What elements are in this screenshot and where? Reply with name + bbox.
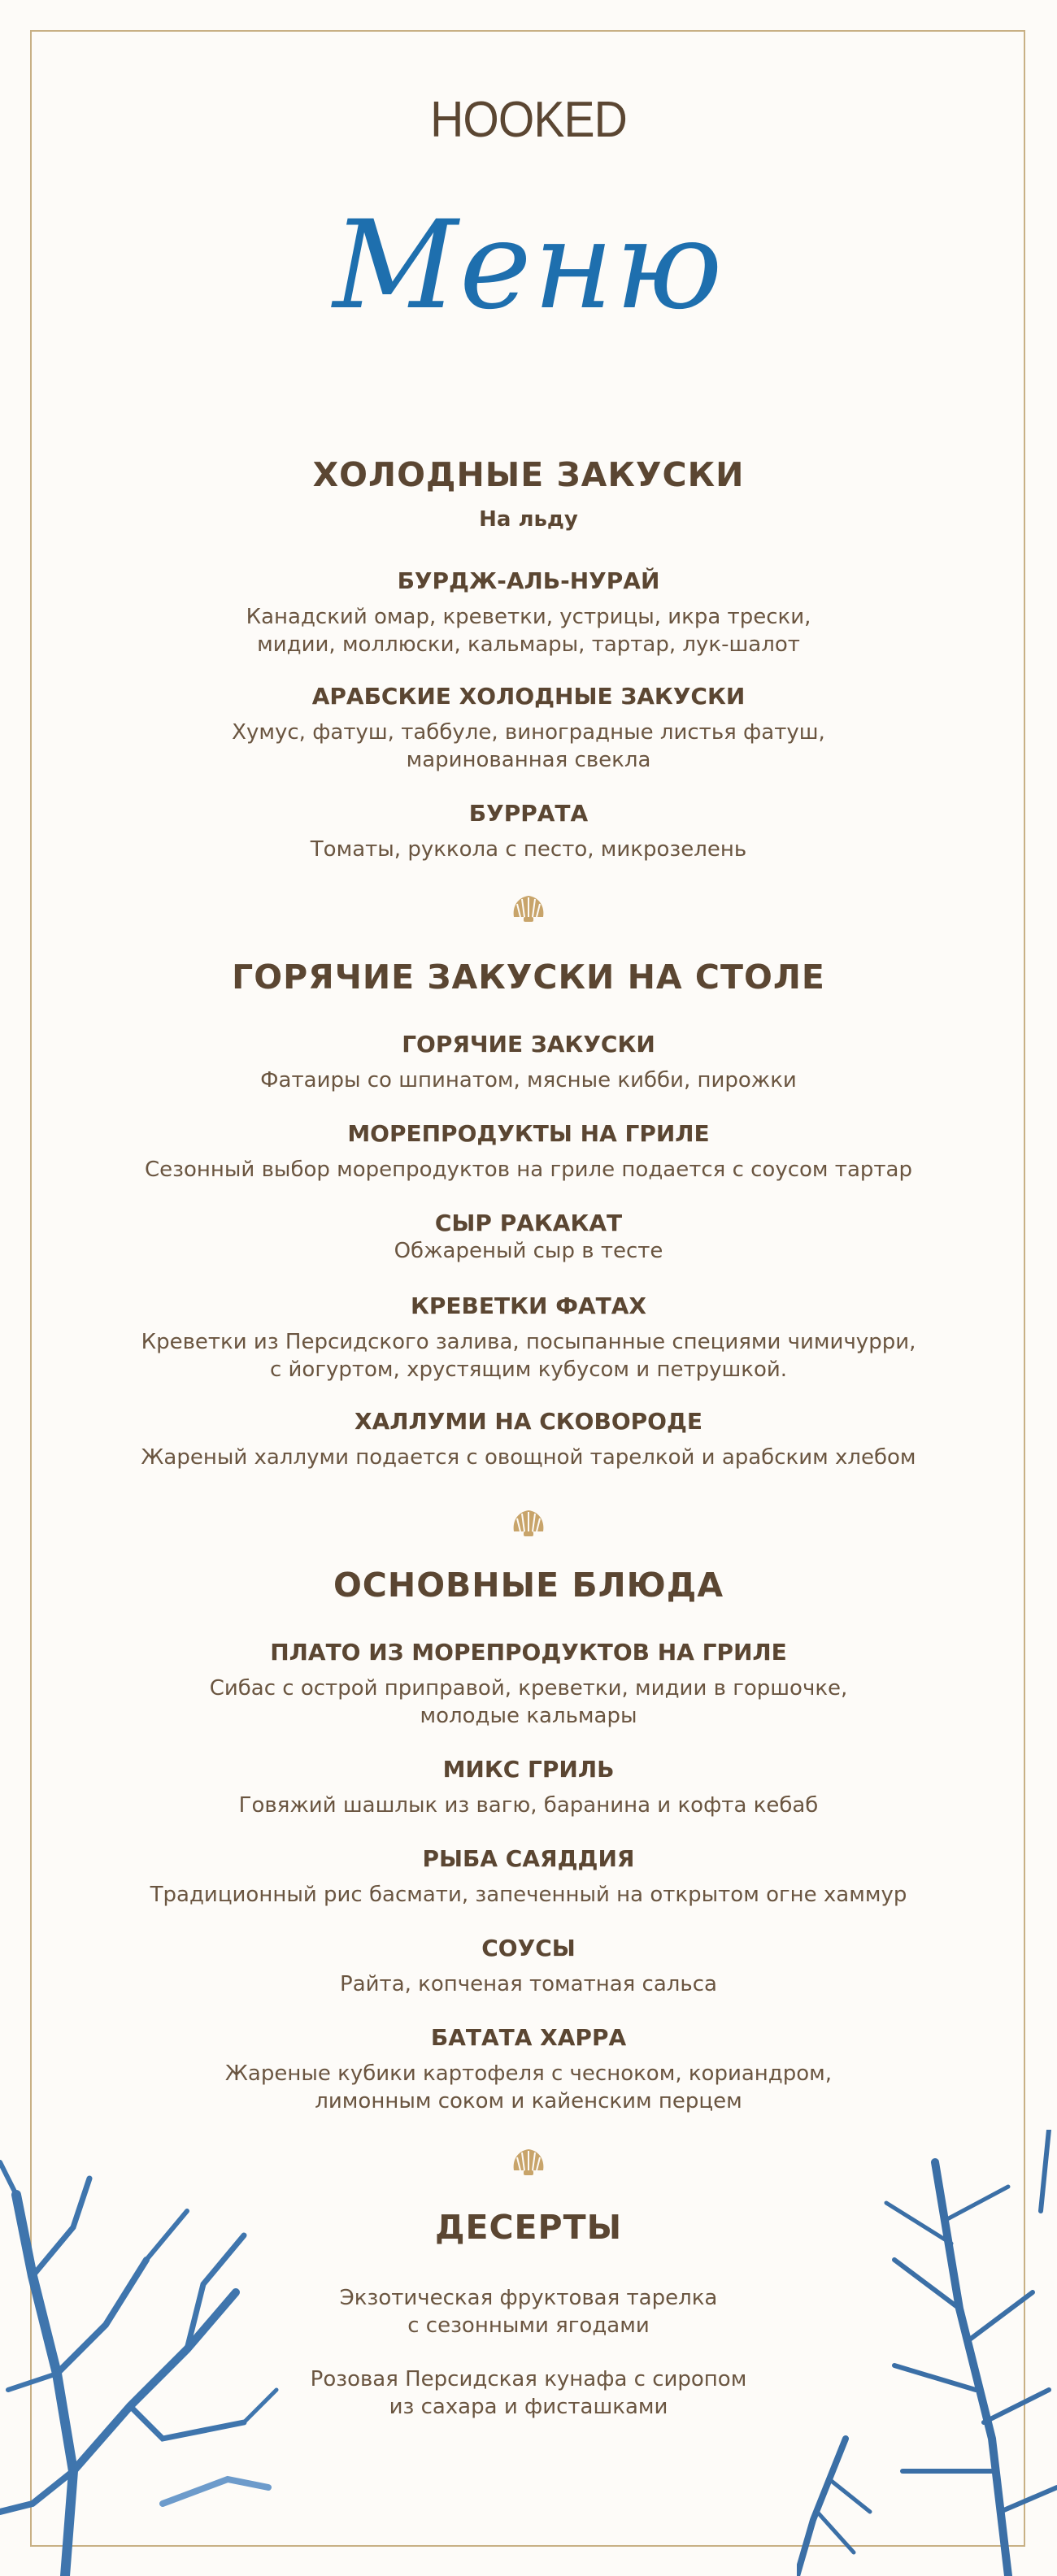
shell-icon — [509, 2146, 548, 2179]
menu-item-name: МОРЕПРОДУКТЫ НА ГРИЛЕ — [347, 1120, 710, 1147]
shell-icon — [509, 1507, 548, 1540]
menu-item-desc: Креветки из Персидского залива, посыпанные специями чимичурри, с йогуртом, хрустящим кубусом и петрушкой. — [141, 1330, 916, 1382]
section-title-hot: ГОРЯЧИЕ ЗАКУСКИ НА СТОЛЕ — [232, 958, 825, 997]
section-title-cold: ХОЛОДНЫЕ ЗАКУСКИ — [312, 455, 745, 494]
menu-item-name: КРЕВЕТКИ ФАТАХ — [411, 1292, 646, 1319]
menu-item-desc: Сезонный выбор морепродуктов на гриле подается с соусом тартар — [145, 1158, 912, 1182]
menu-item-desc: Говяжий шашлык из вагю, баранина и кофта кебаб — [238, 1793, 819, 1818]
menu-item-desc: Канадский омар, креветки, устрицы, икра трески, мидии, моллюски, кальмары, тартар, лук-шалот — [246, 605, 811, 657]
menu-item-name: РЫБА САЯДДИЯ — [422, 1845, 635, 1872]
menu-item-name: ХАЛЛУМИ НА СКОВОРОДЕ — [354, 1408, 703, 1435]
menu-item-name: БАТАТА ХАРРА — [430, 2024, 627, 2051]
menu-item-name: СЫР РАКАКАТ — [434, 1210, 623, 1236]
menu-item-desc: Жареный халлуми подается с овощной тарелкой и арабским хлебом — [141, 1445, 916, 1470]
shell-icon — [509, 893, 548, 925]
coral-decoration — [0, 2130, 293, 2576]
menu-item-desc: Обжареный сыр в тесте — [394, 1239, 663, 1263]
menu-item-desc: Хумус, фатуш, таббуле, виноградные листья фатуш, маринованная свекла — [232, 720, 825, 772]
menu-item-name: БУРРАТА — [468, 800, 589, 827]
menu-item-name: СОУСЫ — [481, 1935, 576, 1961]
section-title-desserts: ДЕСЕРТЫ — [434, 2208, 623, 2247]
menu-item-name: ПЛАТО ИЗ МОРЕПРОДУКТОВ НА ГРИЛЕ — [270, 1639, 787, 1666]
menu-item-name: БУРДЖ-АЛЬ-НУРАЙ — [397, 567, 660, 594]
menu-item-desc: Райта, копченая томатная сальса — [340, 1972, 717, 1996]
menu-item-desc: Традиционный рис басмати, запеченный на открытом огне хаммур — [150, 1883, 907, 1907]
menu-item-desc: Фатаиры со шпинатом, мясные кибби, пирожки — [260, 1068, 797, 1093]
coral-decoration — [797, 2130, 1057, 2576]
menu-title: Меню — [333, 195, 724, 337]
menu-item-name: ГОРЯЧИЕ ЗАКУСКИ — [402, 1031, 655, 1058]
menu-item-name: АРАБСКИЕ ХОЛОДНЫЕ ЗАКУСКИ — [311, 683, 746, 710]
menu-item-desc: Экзотическая фруктовая тарелка с сезонными ягодами — [339, 2286, 718, 2338]
menu-item-name: МИКС ГРИЛЬ — [442, 1756, 615, 1783]
menu-item-desc: Жареные кубики картофеля с чесноком, кориандром, лимонным соком и кайенским перцем — [224, 2061, 833, 2113]
menu-item-desc: Сибас с острой приправой, креветки, мидии в горшочке, молодые кальмары — [209, 1676, 848, 1728]
brand-logo: HOOKED — [430, 92, 627, 148]
section-title-main: ОСНОВНЫЕ БЛЮДА — [333, 1566, 724, 1605]
menu-item-desc: Розовая Персидская кунафа с сиропом из сахара и фисташками — [310, 2367, 747, 2419]
menu-item-desc: Томаты, руккола с песто, микрозелень — [310, 837, 747, 862]
section-subtitle-on-ice: На льду — [479, 507, 578, 532]
